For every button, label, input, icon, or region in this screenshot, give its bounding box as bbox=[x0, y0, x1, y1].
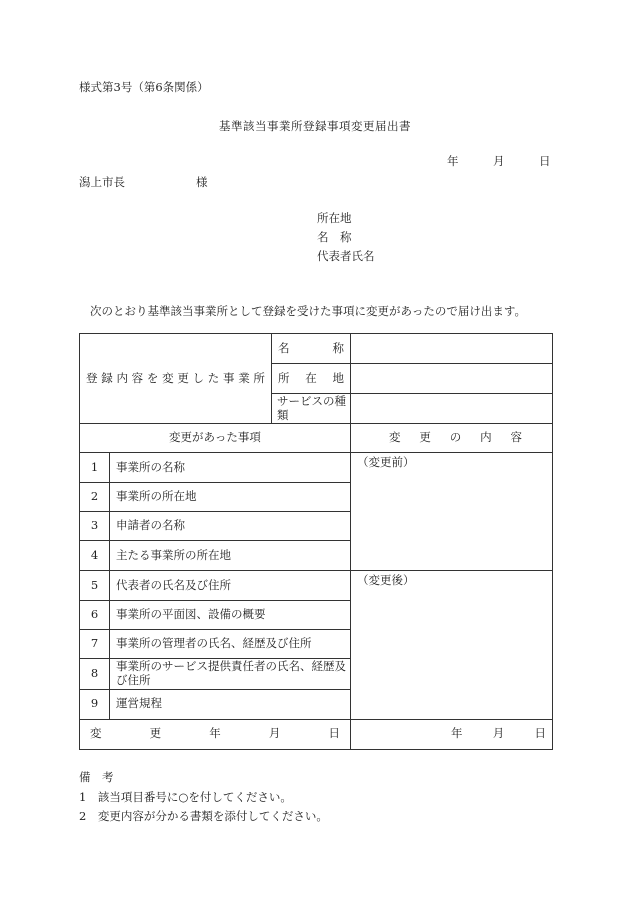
item-label: 代表者の氏名及び住所 bbox=[110, 571, 351, 601]
applicant-location-label: 所在地 bbox=[317, 211, 352, 225]
addressee-name: 潟上市長 bbox=[79, 175, 125, 189]
change-date-value-cell[interactable] bbox=[351, 719, 553, 749]
table-row-section-header bbox=[80, 424, 553, 453]
document-title: 基準該当事業所登録事項変更届出書 bbox=[219, 119, 411, 133]
business-label-cell bbox=[80, 334, 272, 424]
before-change-label: （変更前） bbox=[357, 455, 415, 469]
location-label-cell bbox=[272, 364, 351, 394]
remark-item-1: 1 該当項目番号に○を付してください。 bbox=[79, 790, 292, 804]
date-year-label: 年 bbox=[447, 154, 459, 168]
change-date-value: 年 月 日 bbox=[451, 726, 546, 741]
table-row bbox=[80, 571, 553, 601]
service-value-cell[interactable] bbox=[351, 394, 553, 424]
item-number[interactable]: 4 bbox=[80, 541, 110, 571]
item-label: 主たる事業所の所在地 bbox=[110, 541, 351, 571]
intro-statement: 次のとおり基準該当事業所として登録を受けた事項に変更があったので届け出ます。 bbox=[90, 304, 526, 318]
item-number[interactable]: 3 bbox=[80, 512, 110, 541]
change-notification-table bbox=[79, 333, 553, 750]
before-change-cell[interactable] bbox=[351, 453, 553, 571]
item-label: 事業所のサービス提供責任者の氏名、経歴及び住所 bbox=[110, 659, 351, 690]
item-number[interactable]: 9 bbox=[80, 689, 110, 719]
content-header: 変 更 の 内 容 bbox=[389, 430, 522, 445]
form-number: 様式第3号（第6条関係） bbox=[79, 80, 209, 94]
item-label: 事業所の管理者の氏名、経歴及び住所 bbox=[110, 630, 351, 659]
name-value-cell[interactable] bbox=[351, 334, 553, 364]
business-label: 登 録 内 容 を 変 更 し た 事 業 所 bbox=[86, 370, 265, 385]
item-label: 運営規程 bbox=[110, 689, 351, 719]
item-number[interactable]: 5 bbox=[80, 571, 110, 601]
location-label: 所 在 地 bbox=[278, 370, 344, 385]
after-change-cell[interactable] bbox=[351, 571, 553, 720]
change-date-label: 変 更 年 月 日 bbox=[90, 726, 340, 741]
content-header-cell bbox=[351, 424, 553, 453]
table-row bbox=[80, 453, 553, 483]
location-value-cell[interactable] bbox=[351, 364, 553, 394]
item-number[interactable]: 2 bbox=[80, 483, 110, 512]
name-label-cell bbox=[272, 334, 351, 364]
changed-items-header: 変更があった事項 bbox=[80, 424, 351, 453]
applicant-representative-label: 代表者氏名 bbox=[317, 249, 375, 263]
service-label: サービスの種類 bbox=[272, 394, 351, 424]
item-label: 申請者の名称 bbox=[110, 512, 351, 541]
change-date-label-cell bbox=[80, 719, 351, 749]
item-number[interactable]: 1 bbox=[80, 453, 110, 483]
date-day-label: 日 bbox=[539, 154, 551, 168]
item-label: 事業所の所在地 bbox=[110, 483, 351, 512]
addressee-honorific: 様 bbox=[196, 175, 208, 189]
date-month-label: 月 bbox=[493, 154, 505, 168]
table-row-change-date bbox=[80, 719, 553, 749]
item-number[interactable]: 8 bbox=[80, 659, 110, 690]
applicant-name-label: 名 称 bbox=[317, 230, 352, 244]
remarks-title: 備 考 bbox=[79, 770, 114, 784]
item-number[interactable]: 6 bbox=[80, 601, 110, 630]
item-number[interactable]: 7 bbox=[80, 630, 110, 659]
item-label: 事業所の平面図、設備の概要 bbox=[110, 601, 351, 630]
table-row-business-name bbox=[80, 334, 553, 364]
remark-item-2: 2 変更内容が分かる書類を添付してください。 bbox=[79, 809, 328, 823]
after-change-label: （変更後） bbox=[357, 573, 415, 587]
item-label: 事業所の名称 bbox=[110, 453, 351, 483]
name-label: 名 称 bbox=[278, 340, 344, 355]
